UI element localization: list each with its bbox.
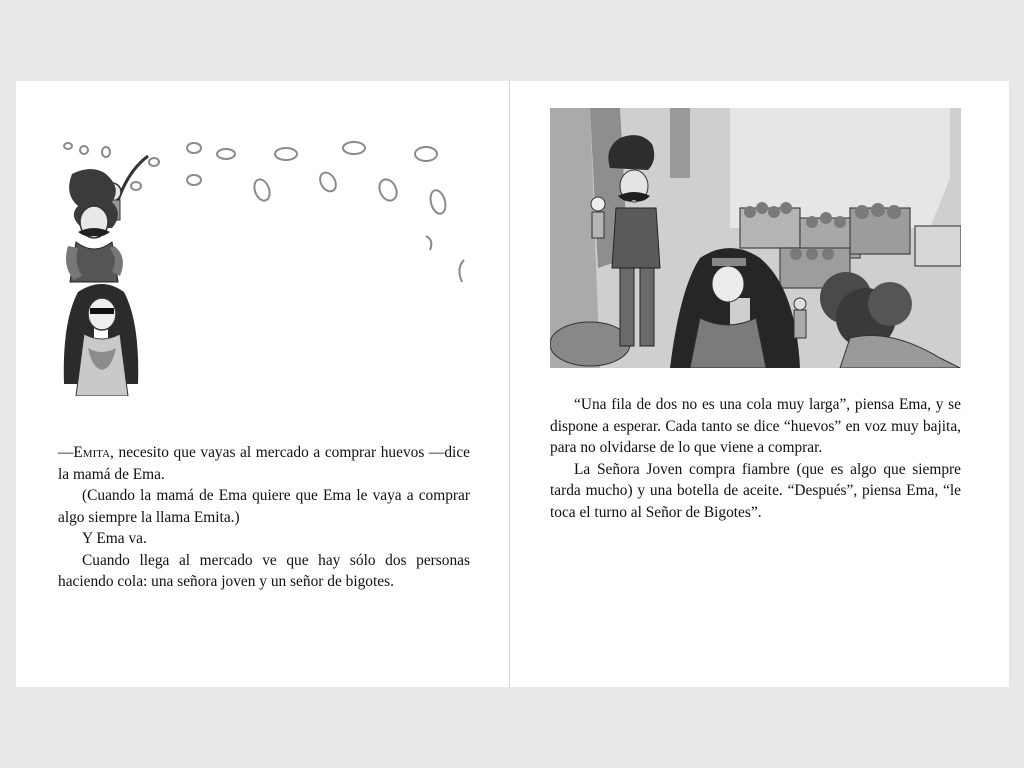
- book-spread: [16, 81, 1009, 687]
- paragraph: “Una fila de dos no es una cola muy larga”, piensa Ema, y se dispone a esperar. Cada tanto se dice “huevos” en voz muy bajita, para no olvidarse de lo que viene a comprar.: [550, 396, 961, 456]
- left-page-text: [58, 442, 470, 593]
- paragraph-lead: —Emita: [58, 444, 111, 461]
- illustration-svg: [54, 134, 474, 396]
- paragraph: [58, 442, 470, 485]
- illustration-svg: [550, 108, 961, 368]
- paragraph-text: , necesito que vayas al mercado a comprar huevos —dice la mamá de Ema.: [58, 444, 470, 483]
- paragraph: La Señora Joven compra fiambre (que es algo que siempre tarda mucho) y una botella de aceite. “Después”, piensa Ema, “le toca el turno al Señor de Bigotes”.: [550, 460, 961, 521]
- right-page-text: [550, 394, 961, 523]
- illustration-ema-mother-sketch: [54, 134, 474, 396]
- left-page: [16, 81, 509, 687]
- paragraph: Y Ema va.: [82, 530, 147, 547]
- illustration-market-scene: [550, 108, 961, 368]
- paragraph: Cuando llega al mercado ve que hay sólo dos personas haciendo cola: una señora joven y un señor de bigotes.: [58, 551, 470, 590]
- paragraph: (Cuando la mamá de Ema quiere que Ema le vaya a comprar algo siempre la llama Emita.): [58, 487, 470, 526]
- right-page: [510, 81, 1009, 687]
